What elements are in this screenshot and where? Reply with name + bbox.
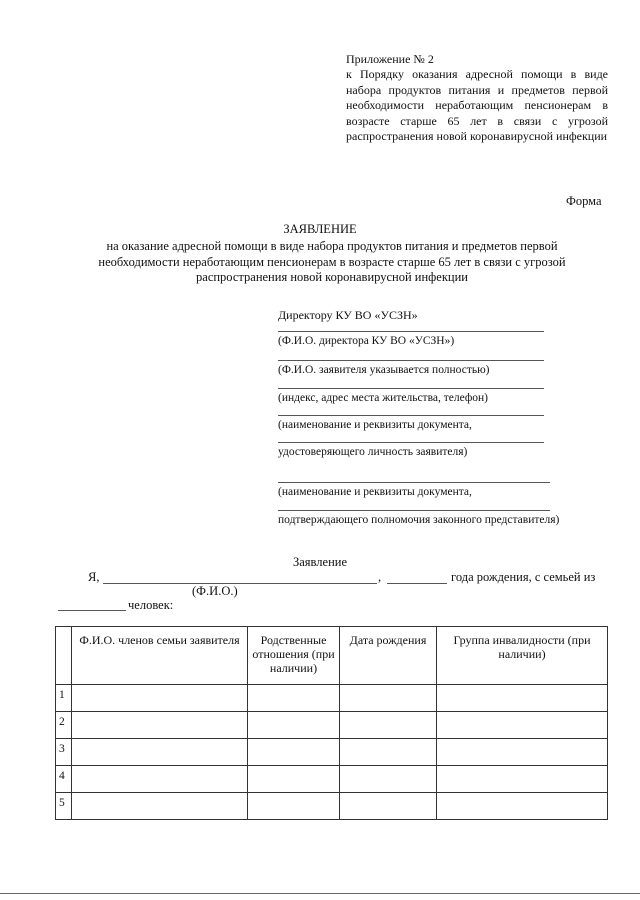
- header-birthdate: Дата рождения: [340, 627, 437, 685]
- id-document-caption-2: удостоверяющего личность заявителя): [278, 446, 468, 458]
- representative-doc-caption-2: подтверждающего полномочия законного представителя): [278, 514, 560, 526]
- appendix-number: Приложение № 2: [346, 52, 434, 66]
- director-name-line[interactable]: [278, 331, 544, 332]
- applicant-name-caption: (Ф.И.О. заявителя указывается полностью): [278, 364, 490, 376]
- cell-birthdate[interactable]: [340, 766, 437, 793]
- cell-fio[interactable]: [72, 766, 248, 793]
- document-subtitle: на оказание адресной помощи в виде набора продуктов питания и предметов первой необходимости неработающим пенсионерам в возрасте старше 65 лет в связи с угрозой распространения новой коронавирусной инфекции: [98, 239, 566, 284]
- id-document-caption: (наименование и реквизиты документа,: [278, 419, 472, 431]
- cell-disability[interactable]: [437, 793, 608, 820]
- cell-disability[interactable]: [437, 685, 608, 712]
- family-members-table: [55, 626, 608, 820]
- cell-disability[interactable]: [437, 739, 608, 766]
- page-bottom-rule: [0, 893, 640, 894]
- row-number: 2: [56, 712, 72, 739]
- cell-disability[interactable]: [437, 766, 608, 793]
- row-number: 1: [56, 685, 72, 712]
- table-row: [56, 793, 608, 820]
- cell-relation[interactable]: [248, 793, 340, 820]
- address-line[interactable]: [278, 388, 544, 389]
- row-number: 4: [56, 766, 72, 793]
- cell-birthdate[interactable]: [340, 793, 437, 820]
- director-name-caption: (Ф.И.О. директора КУ ВО «УСЗН»): [278, 335, 455, 347]
- cell-birthdate[interactable]: [340, 712, 437, 739]
- id-document-line-2[interactable]: [278, 442, 544, 443]
- row-number: 3: [56, 739, 72, 766]
- cell-birthdate[interactable]: [340, 685, 437, 712]
- cell-fio[interactable]: [72, 739, 248, 766]
- applicant-name-line[interactable]: [278, 360, 544, 361]
- persons-count-line[interactable]: [58, 610, 126, 611]
- row-number: 5: [56, 793, 72, 820]
- representative-doc-caption: (наименование и реквизиты документа,: [278, 486, 472, 498]
- header-relation: Родственные отношения (при наличии): [248, 627, 340, 685]
- table-row: [56, 685, 608, 712]
- header-fio: Ф.И.О. членов семьи заявителя: [72, 627, 248, 685]
- cell-fio[interactable]: [72, 685, 248, 712]
- statement-prefix: Я,: [88, 570, 100, 584]
- statement-title: Заявление: [292, 555, 347, 569]
- form-label: Форма: [566, 194, 602, 208]
- table-row: [56, 739, 608, 766]
- representative-doc-line-2[interactable]: [278, 510, 550, 511]
- cell-birthdate[interactable]: [340, 739, 437, 766]
- addressee-to: Директору КУ ВО «УСЗН»: [278, 308, 418, 322]
- representative-doc-line[interactable]: [278, 482, 550, 483]
- cell-relation[interactable]: [248, 739, 340, 766]
- table-header-row: [56, 627, 608, 685]
- cell-relation[interactable]: [248, 712, 340, 739]
- statement-comma: ,: [378, 570, 382, 584]
- table-row: [56, 766, 608, 793]
- fio-caption: (Ф.И.О.): [192, 584, 238, 598]
- birth-year-line[interactable]: [387, 583, 447, 584]
- cell-fio[interactable]: [72, 793, 248, 820]
- fio-line[interactable]: [103, 583, 377, 584]
- document-title: ЗАЯВЛЕНИЕ: [283, 222, 357, 236]
- cell-relation[interactable]: [248, 766, 340, 793]
- id-document-line[interactable]: [278, 415, 544, 416]
- address-caption: (индекс, адрес места жительства, телефон): [278, 392, 489, 404]
- cell-disability[interactable]: [437, 712, 608, 739]
- cell-relation[interactable]: [248, 685, 340, 712]
- table-row: [56, 712, 608, 739]
- cell-fio[interactable]: [72, 712, 248, 739]
- persons-text: человек:: [128, 598, 174, 612]
- year-text: года рождения, с семьей из: [451, 570, 596, 584]
- header-number: [56, 627, 72, 685]
- appendix-block: [346, 52, 608, 145]
- header-disability: Группа инвалидности (при наличии): [437, 627, 608, 685]
- appendix-text: к Порядку оказания адресной помощи в виде набора продуктов питания и предметов первой необходимости неработающим пенсионерам в возрасте старше 65 лет в связи с угрозой распространения новой коронавирусной инфекции: [346, 67, 608, 144]
